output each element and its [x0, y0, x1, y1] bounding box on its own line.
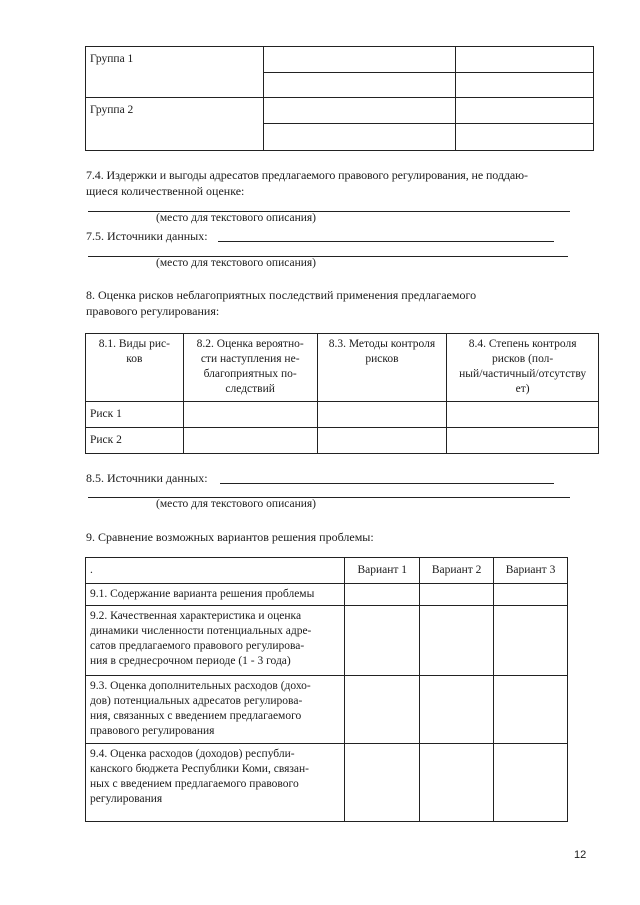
- row-line: регулирования: [90, 793, 163, 805]
- section-8-text: [86, 287, 596, 319]
- row-line: 9.2. Качественная характеристика и оценка: [90, 610, 302, 622]
- group-cell: [263, 98, 456, 124]
- table-row: [86, 428, 599, 454]
- groups-table: [85, 46, 594, 151]
- group-cell: [456, 98, 594, 124]
- variant-cell: [345, 606, 420, 676]
- risk-header-methods: [317, 334, 447, 402]
- section-8-line1: 8. Оценка рисков неблагоприятных последствий применения предлагаемого: [86, 288, 477, 302]
- variant-cell: [420, 676, 494, 744]
- header-line: рисков (пол-: [492, 353, 554, 365]
- section-9-title: 9. Сравнение возможных вариантов решения проблемы:: [86, 530, 374, 544]
- variant-row-label: [86, 606, 345, 676]
- group-cell: [456, 124, 594, 151]
- variant-cell: [420, 584, 494, 606]
- risk-cell: [317, 428, 447, 454]
- table-row: [86, 584, 568, 606]
- table-row: [86, 744, 568, 822]
- row-line: канского бюджета Республики Коми, связан-: [90, 763, 310, 775]
- section-8-line2: правового регулирования:: [86, 304, 220, 318]
- section-7-5-caption: (место для текстового описания): [156, 257, 317, 269]
- variant-cell: [420, 744, 494, 822]
- variant-3-header: Вариант 3: [494, 558, 568, 584]
- variant-row-label: [86, 584, 345, 606]
- header-line: ный/частичный/отсутству: [459, 368, 587, 380]
- header-line: ет): [515, 383, 530, 395]
- header-line: 8.3. Методы контроля: [328, 338, 436, 350]
- group-1-cell: [86, 47, 264, 98]
- section-7-5-label: 7.5. Источники данных:: [86, 229, 208, 243]
- variant-cell: [494, 606, 568, 676]
- page-number: 12: [574, 849, 587, 861]
- variant-cell: [345, 584, 420, 606]
- section-8-5-label: 8.5. Источники данных:: [86, 471, 208, 485]
- risk-cell: [317, 402, 447, 428]
- risk-header-probability: [183, 334, 317, 402]
- risk-header-control-degree: [447, 334, 599, 402]
- table-row: [86, 606, 568, 676]
- risk-cell: [183, 428, 317, 454]
- variant-cell: [494, 676, 568, 744]
- row-line: 9.1. Содержание варианта решения проблемы: [90, 588, 315, 600]
- risk-cell: [183, 402, 317, 428]
- header-line: ков: [126, 353, 143, 365]
- fill-line: [220, 483, 554, 484]
- variants-corner: .: [86, 558, 345, 584]
- risk-1-label: Риск 1: [86, 402, 184, 428]
- risk-table: [85, 333, 599, 454]
- row-line: дов) потенциальных адресатов регулирова-: [90, 695, 303, 707]
- group-cell: [456, 47, 594, 73]
- group-cell: [263, 124, 456, 151]
- group-2-cell: [86, 98, 264, 151]
- group-cell: [263, 73, 456, 98]
- variant-row-label: [86, 676, 345, 744]
- variant-cell: [420, 606, 494, 676]
- header-line: благоприятных по-: [203, 368, 297, 380]
- header-line: 8.1. Виды рис-: [98, 338, 170, 350]
- header-line: следствий: [225, 383, 275, 395]
- risk-cell: [447, 402, 599, 428]
- fill-line: [218, 241, 554, 242]
- section-7-4-caption: (место для текстового описания): [156, 212, 317, 224]
- variant-2-header: Вариант 2: [420, 558, 494, 584]
- group-cell: [263, 47, 456, 73]
- variant-cell: [345, 744, 420, 822]
- table-row: [86, 402, 599, 428]
- variant-row-label: [86, 744, 345, 822]
- variant-cell: [345, 676, 420, 744]
- row-line: динамики численности потенциальных адре-: [90, 625, 312, 637]
- header-line: 8.2. Оценка вероятно-: [196, 338, 304, 350]
- section-7-4-line2: щиеся количественной оценке:: [86, 184, 245, 198]
- group-cell: [456, 73, 594, 98]
- row-line: ния в среднесрочном периоде (1 - 3 года): [90, 655, 291, 667]
- group-1-label: Группа 1: [90, 53, 134, 65]
- variant-1-header: Вариант 1: [345, 558, 420, 584]
- variants-table: [85, 557, 568, 822]
- row-line: 9.3. Оценка дополнительных расходов (дохо-: [90, 680, 311, 692]
- row-line: сатов предлагаемого правового регулирова-: [90, 640, 305, 652]
- header-line: рисков: [365, 353, 399, 365]
- table-row: [86, 676, 568, 744]
- risk-2-label: Риск 2: [86, 428, 184, 454]
- row-line: правового регулирования: [90, 725, 215, 737]
- risk-cell: [447, 428, 599, 454]
- section-8-5-caption: (место для текстового описания): [156, 498, 317, 510]
- variant-cell: [494, 584, 568, 606]
- row-line: ных с введением предлагаемого правового: [90, 778, 299, 790]
- section-7-4-line1: 7.4. Издержки и выгоды адресатов предлагаемого правового регулирования, не поддаю-: [86, 168, 528, 182]
- variant-cell: [494, 744, 568, 822]
- row-line: 9.4. Оценка расходов (доходов) республи-: [90, 748, 295, 760]
- risk-header-type: [86, 334, 184, 402]
- group-2-label: Группа 2: [90, 104, 134, 116]
- header-line: 8.4. Степень контроля: [468, 338, 577, 350]
- row-line: ния, связанных с введением предлагаемого: [90, 710, 302, 722]
- section-7-4-text: [86, 167, 596, 199]
- header-line: сти наступления не-: [200, 353, 300, 365]
